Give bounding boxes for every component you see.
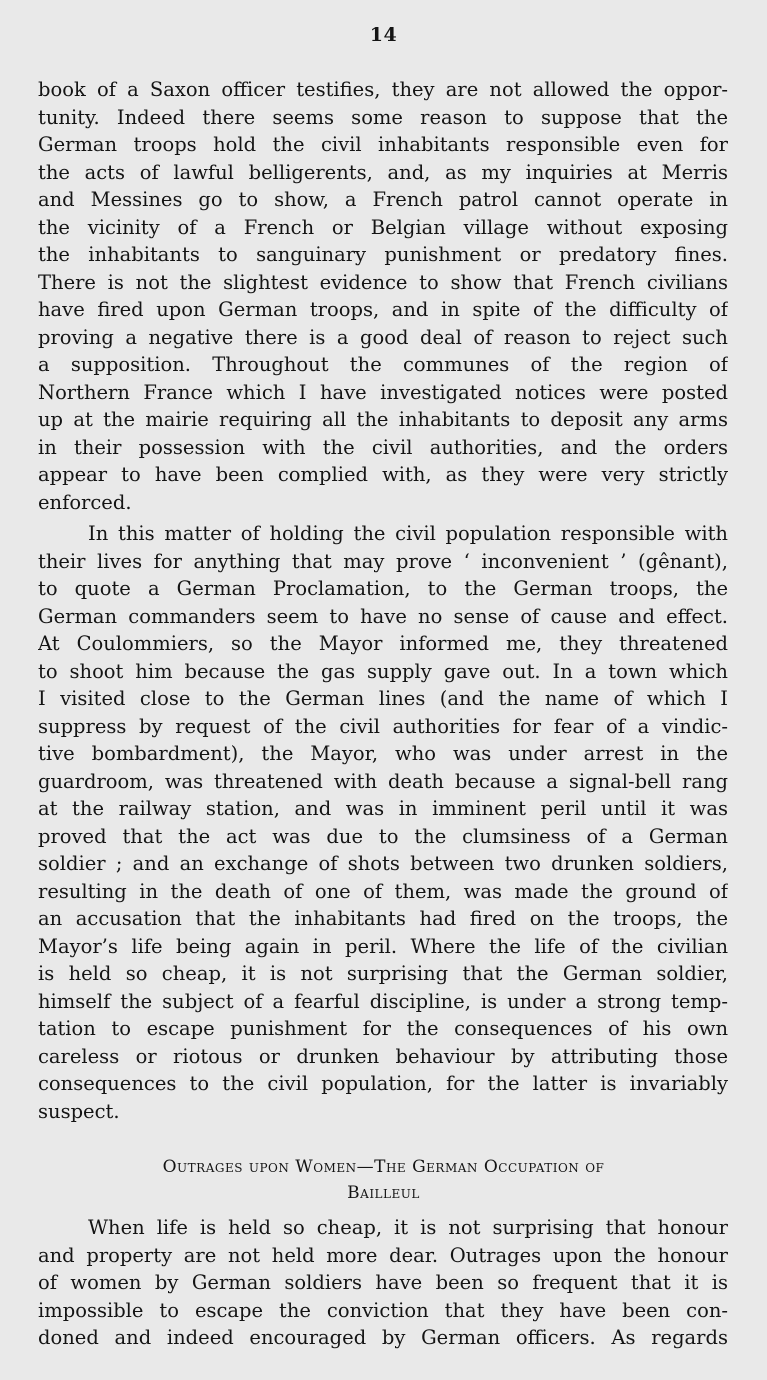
text-line: the acts of lawful belligerents, and, as my inquiries at Merris bbox=[38, 160, 728, 184]
text-line: in their possession with the civil authorities, and the orders bbox=[38, 435, 728, 459]
paragraph-1 bbox=[38, 76, 728, 516]
text-line: tation to escape punishment for the consequences of his own bbox=[38, 1017, 728, 1040]
text-line: doned and indeed encouraged by German officers. As regards bbox=[38, 1326, 728, 1349]
text-line: Mayor’s life being again in peril. Where the life of the civilian bbox=[38, 934, 728, 958]
text-line: proving a negative there is a good deal of reason to reject such bbox=[38, 325, 728, 349]
text-line: their lives for anything that may prove ‘ inconvenient ’ (gênant), bbox=[38, 549, 728, 573]
text-line: suspect. bbox=[38, 1099, 120, 1123]
text-line: to shoot him because the gas supply gave out. In a town which bbox=[38, 659, 728, 683]
text-line: In this matter of holding the civil population responsible with bbox=[88, 522, 728, 545]
text-line: soldier ; and an exchange of shots between two drunken soldiers, bbox=[38, 852, 728, 875]
text-line: up at the mairie requiring all the inhabitants to deposit any arms bbox=[38, 408, 728, 431]
text-line: I visited close to the German lines (and the name of which I bbox=[38, 687, 728, 710]
text-line: at the railway station, and was in imminent peril until it was bbox=[38, 797, 728, 820]
text-line: German commanders seem to have no sense of cause and effect. bbox=[38, 604, 728, 628]
text-line: himself the subject of a fearful discipline, is under a strong temp- bbox=[38, 989, 728, 1013]
text-line: suppress by request of the civil authorities for fear of a vindic- bbox=[38, 714, 728, 738]
section-heading-line-2: Bailleul bbox=[347, 1183, 420, 1203]
text-line: enforced. bbox=[38, 490, 132, 514]
text-line: book of a Saxon officer testifies, they are not allowed the oppor- bbox=[38, 78, 728, 101]
text-line: of women by German soldiers have been so frequent that it is bbox=[38, 1271, 728, 1294]
text-line: and Messines go to show, a French patrol cannot operate in bbox=[38, 188, 728, 211]
text-line: When life is held so cheap, it is not surprising that honour bbox=[88, 1216, 728, 1239]
text-line: guardroom, was threatened with death because a signal-bell rang bbox=[38, 769, 728, 793]
text-line: appear to have been complied with, as they were very strictly bbox=[38, 463, 728, 486]
page-number: 14 bbox=[369, 24, 398, 46]
text-line: to quote a German Proclamation, to the German troops, the bbox=[38, 577, 728, 600]
paragraph-2 bbox=[38, 520, 728, 1125]
text-line: There is not the slightest evidence to show that French civilians bbox=[38, 270, 728, 294]
paragraph-3 bbox=[38, 1214, 728, 1352]
text-line: German troops hold the civil inhabitants responsible even for bbox=[38, 133, 728, 156]
text-line: have fired upon German troops, and in spite of the difficulty of bbox=[38, 298, 728, 321]
text-line: consequences to the civil population, for the latter is invariably bbox=[38, 1072, 728, 1095]
text-line: a supposition. Throughout the communes of the region of bbox=[38, 353, 728, 376]
text-line: tunity. Indeed there seems some reason to suppose that the bbox=[38, 105, 728, 129]
text-line: is held so cheap, it is not surprising that the German soldier, bbox=[38, 962, 728, 985]
text-line: the vicinity of a French or Belgian village without exposing bbox=[38, 215, 728, 239]
section-heading bbox=[0, 1154, 767, 1206]
text-line: and property are not held more dear. Outrages upon the honour bbox=[38, 1243, 728, 1267]
text-line: the inhabitants to sanguinary punishment or predatory fines. bbox=[38, 243, 728, 266]
text-line: an accusation that the inhabitants had fired on the troops, the bbox=[38, 907, 728, 930]
section-heading-line-1: Outrages upon Women—The German Occupation of bbox=[162, 1157, 605, 1177]
text-line: At Coulommiers, so the Mayor informed me, they threatened bbox=[38, 632, 728, 655]
text-line: tive bombardment), the Mayor, who was under arrest in the bbox=[38, 742, 728, 765]
text-line: careless or riotous or drunken behaviour by attributing those bbox=[38, 1044, 728, 1068]
text-line: Northern France which I have investigated notices were posted bbox=[38, 380, 728, 404]
text-line: resulting in the death of one of them, was made the ground of bbox=[38, 879, 728, 903]
text-line: impossible to escape the conviction that they have been con- bbox=[38, 1298, 728, 1322]
text-line: proved that the act was due to the clumsiness of a German bbox=[38, 824, 728, 848]
